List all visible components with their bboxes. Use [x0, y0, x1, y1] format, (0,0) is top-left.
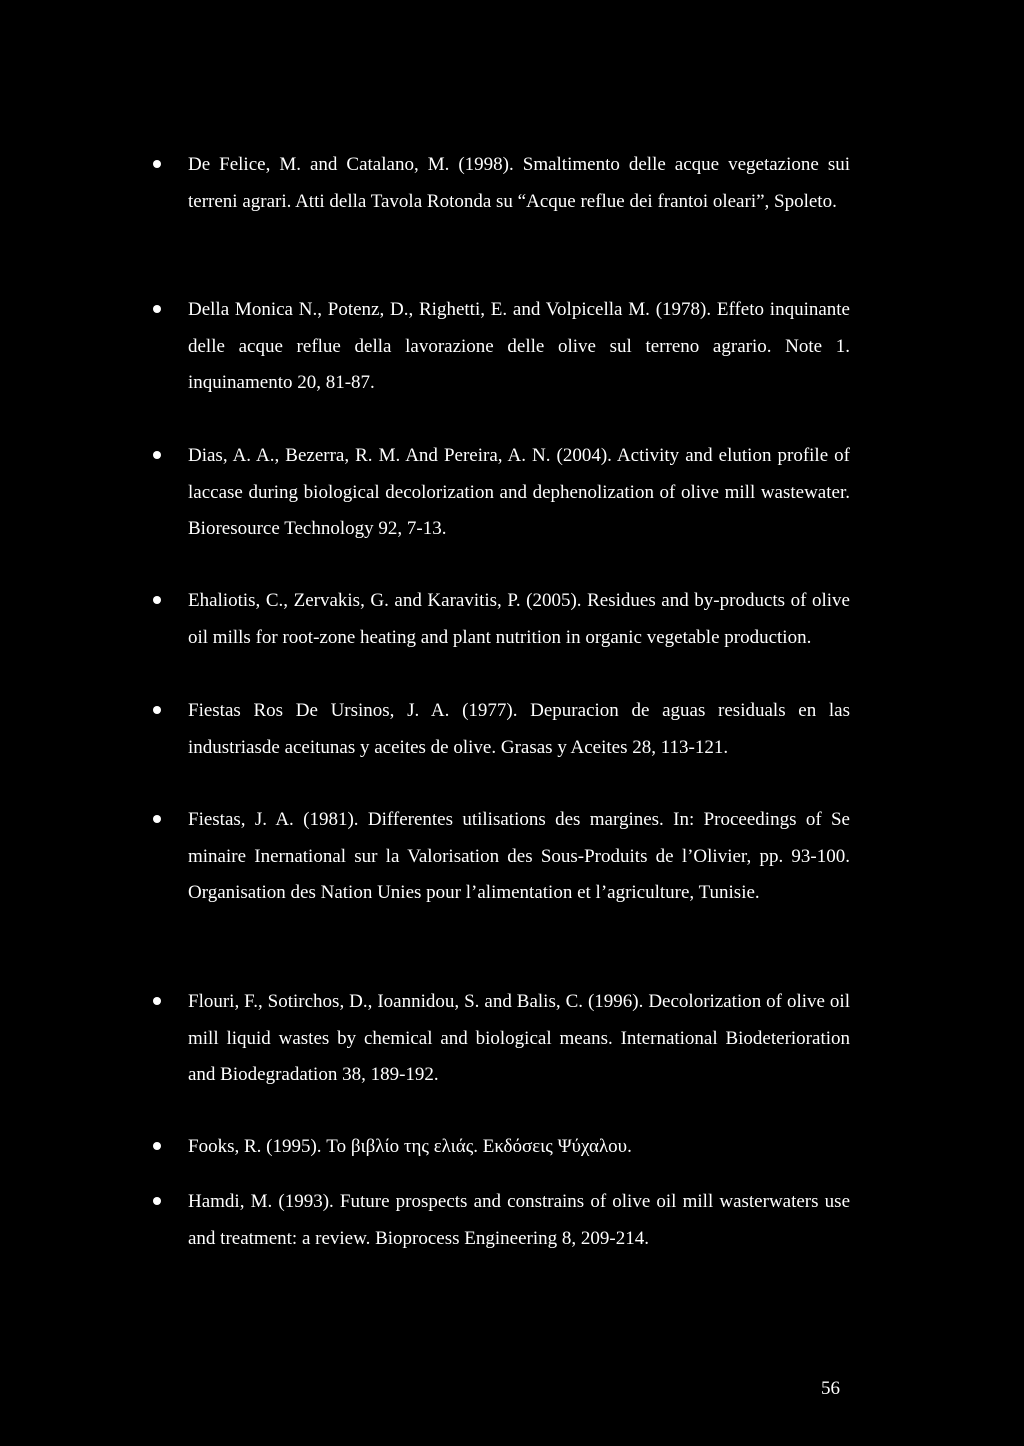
- bullet-icon: [153, 305, 161, 313]
- bullet-icon: [153, 451, 161, 459]
- reference-item: [150, 438, 850, 548]
- reference-item: [150, 583, 850, 656]
- reference-text: Fiestas Ros De Ursinos, J. A. (1977). Depuracion de aguas residuals en las industriasde aceitunas y aceites de olive. Grasas y Aceites 28, 113-121.: [188, 700, 850, 758]
- page-number: 56: [821, 1378, 840, 1399]
- bullet-icon: [153, 596, 161, 604]
- bullet-icon: [153, 706, 161, 714]
- reference-text: Flouri, F., Sotirchos, D., Ioannidou, S. and Balis, C. (1996). Decolorization of olive oil mill liquid wastes by chemical and biological means. International Biodeterioration and Biodegradation 38, 189-192.: [188, 991, 850, 1086]
- bullet-icon: [153, 1142, 161, 1150]
- reference-item: [150, 984, 850, 1094]
- reference-text: Della Monica N., Potenz, D., Righetti, E. and Volpicella M. (1978). Effeto inquinante delle acque reflue della lavorazione delle olive sul terreno agrario. Note 1. inquinamento 20, 81-87.: [188, 299, 850, 394]
- reference-text: Ehaliotis, C., Zervakis, G. and Karavitis, P. (2005). Residues and by-products of olive oil mills for root-zone heating and plant nutrition in organic vegetable production.: [188, 590, 850, 648]
- bullet-icon: [153, 815, 161, 823]
- reference-text: Dias, A. A., Bezerra, R. M. And Pereira, A. N. (2004). Activity and elution profile of laccase during biological decolorization and dephenolization of olive mill wastewater. Bioresource Technology 92, 7-13.: [188, 445, 850, 540]
- bullet-icon: [153, 160, 161, 168]
- reference-text: De Felice, M. and Catalano, M. (1998). Smaltimento delle acque vegetazione sui terreni agrari. Atti della Tavola Rotonda su “Acque reflue dei frantoi oleari”, Spoleto.: [188, 154, 850, 212]
- reference-item: [150, 1184, 850, 1257]
- reference-item: [150, 1129, 850, 1166]
- bullet-icon: [153, 1197, 161, 1205]
- reference-item: [150, 802, 850, 912]
- reference-text: Fooks, R. (1995). Το βιβλίο της ελιάς. Εκδόσεις Ψύχαλου.: [188, 1136, 632, 1157]
- reference-text: Fiestas, J. A. (1981). Differentes utilisations des margines. In: Proceedings of Se minaire Inernational sur la Valorisation des Sous-Produits de l’Olivier, pp. 93-100. Organisation des Nation Unies pour l’alimentation et l’agriculture, Tunisie.: [188, 809, 850, 904]
- bullet-icon: [153, 997, 161, 1005]
- reference-item: [150, 147, 850, 220]
- reference-item: [150, 292, 850, 402]
- reference-item: [150, 693, 850, 766]
- reference-text: Hamdi, M. (1993). Future prospects and constrains of olive oil mill wasterwaters use and treatment: a review. Bioprocess Engineering 8, 209-214.: [188, 1191, 850, 1249]
